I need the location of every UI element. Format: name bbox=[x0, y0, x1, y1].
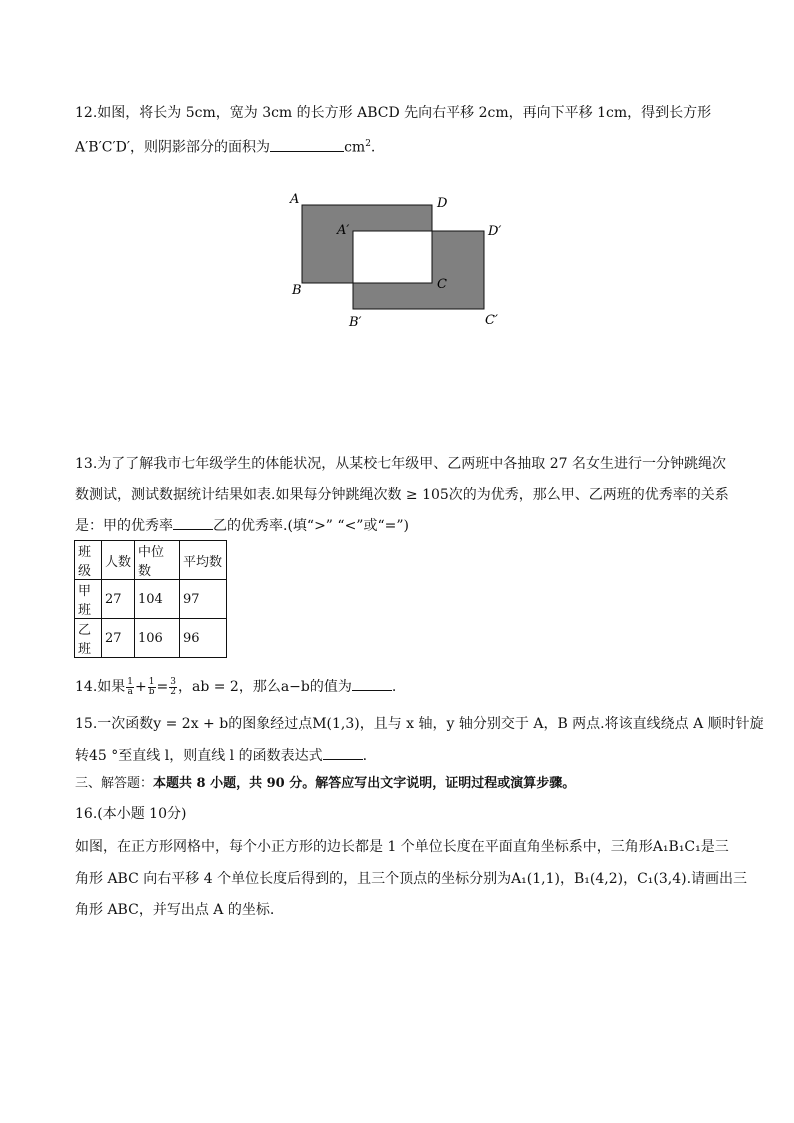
q16-line-3: 角形 ABC，并写出点 A 的坐标. bbox=[75, 902, 275, 918]
q14-f2-denominator: b bbox=[148, 686, 155, 697]
q14-fraction-3 bbox=[169, 678, 177, 697]
q14-equals: = bbox=[156, 679, 169, 695]
q14-answer-blank[interactable] bbox=[352, 676, 392, 691]
table-row bbox=[75, 580, 227, 619]
table-header-cell: 平均数 bbox=[180, 541, 227, 580]
q14-f1-denominator: a bbox=[127, 686, 133, 697]
q15-line-2-prefix: 转45 °至直线 l，则直线 l 的函数表达式 bbox=[75, 748, 323, 764]
section-3-prefix: 三、解答题： bbox=[75, 776, 154, 791]
q14-f2-numerator: 1 bbox=[148, 676, 155, 687]
q14-f3-denominator: 2 bbox=[170, 686, 176, 697]
label-b-prime: B′ bbox=[349, 315, 362, 330]
table-cell: 27 bbox=[102, 580, 135, 619]
q15-line-1: 15.一次函数y = 2x + b的图象经过点M(1,3)，且与 x 轴，y 轴分别交于 A，B 两点.将该直线绕点 A 顺时针旋 bbox=[75, 716, 764, 732]
q14-middle: ，ab = 2，那么a−b的值为 bbox=[177, 679, 352, 695]
overlap-region bbox=[353, 231, 432, 283]
q13-line-1: 13.为了了解我市七年级学生的体能状况，从某校七年级甲、乙两班中各抽取 27 名女生进行一分钟跳绳次 bbox=[75, 456, 726, 472]
table-cell: 96 bbox=[180, 619, 227, 658]
q16-header: 16.(本小题 10分) bbox=[75, 806, 187, 822]
q14-f3-numerator: 3 bbox=[170, 676, 176, 687]
table-header-cell: 班级 bbox=[75, 541, 102, 580]
table-cell: 甲班 bbox=[75, 580, 102, 619]
q12-line-1: 12.如图，将长为 5cm，宽为 3cm 的长方形 ABCD 先向右平移 2cm，再向下平移 1cm，得到长方形 bbox=[75, 105, 712, 121]
q14-fraction-2 bbox=[148, 678, 156, 697]
q14-end: . bbox=[391, 679, 397, 695]
q13-answer-blank[interactable] bbox=[173, 515, 213, 530]
q13-stats-table bbox=[74, 540, 227, 658]
section-3-instructions: 本题共 8 小题，共 90 分。解答应写出文字说明，证明过程或演算步骤。 bbox=[153, 776, 576, 791]
label-c: C bbox=[437, 277, 447, 292]
q14-fraction-1 bbox=[126, 678, 134, 697]
q15-line-2 bbox=[75, 745, 367, 766]
q12-end: . bbox=[370, 139, 376, 156]
q13-line-3-suffix: 乙的优秀率.(填“>” “<”或“=”) bbox=[213, 518, 409, 534]
label-d-prime: D′ bbox=[488, 224, 502, 239]
q14-prefix: 14.如果 bbox=[75, 679, 126, 695]
q12-answer-blank[interactable] bbox=[270, 137, 344, 152]
table-header-cell: 中位数 bbox=[135, 541, 180, 580]
label-d: D bbox=[437, 196, 448, 211]
q12-unit: cm bbox=[344, 139, 366, 156]
table-cell: 104 bbox=[135, 580, 180, 619]
table-cell: 27 bbox=[102, 619, 135, 658]
table-header-row bbox=[75, 541, 227, 580]
q16-line-2: 角形 ABC 向右平移 4 个单位长度后得到的，且三个顶点的坐标分别为A₁(1,1)，B₁(4,2)，C₁(3,4).请画出三 bbox=[75, 871, 748, 887]
q14-f1-numerator: 1 bbox=[127, 676, 133, 687]
q13-line-3-prefix: 是：甲的优秀率 bbox=[75, 518, 173, 534]
section-3-heading bbox=[75, 774, 575, 794]
q16-line-1: 如图，在正方形网格中，每个小正方形的边长都是 1 个单位长度在平面直角坐标系中，三角形A₁B₁C₁是三 bbox=[75, 839, 729, 855]
q12-unit-exponent: 2 bbox=[365, 139, 371, 149]
q12-line-2-text: A′B′C′D′，则阴影部分的面积为 bbox=[75, 139, 271, 156]
label-c-prime: C′ bbox=[485, 313, 498, 328]
label-a-prime: A′ bbox=[337, 223, 350, 238]
table-cell: 乙班 bbox=[75, 619, 102, 658]
q13-line-3 bbox=[75, 515, 409, 536]
label-b: B bbox=[292, 283, 302, 298]
table-cell: 106 bbox=[135, 619, 180, 658]
q14-plus: + bbox=[135, 679, 147, 695]
table-header-cell: 人数 bbox=[102, 541, 135, 580]
q15-end: . bbox=[362, 748, 368, 764]
q13-line-2: 数测试，测试数据统计结果如表.如果每分钟跳绳次数 ≥ 105次的为优秀，那么甲、乙两班的优秀率的关系 bbox=[75, 487, 729, 503]
q14-line bbox=[75, 676, 396, 697]
q12-line-2 bbox=[75, 134, 375, 158]
q15-answer-blank[interactable] bbox=[323, 745, 363, 760]
table-row bbox=[75, 619, 227, 658]
table-cell: 97 bbox=[180, 580, 227, 619]
q12-figure bbox=[280, 190, 520, 335]
label-a: A bbox=[290, 192, 300, 207]
